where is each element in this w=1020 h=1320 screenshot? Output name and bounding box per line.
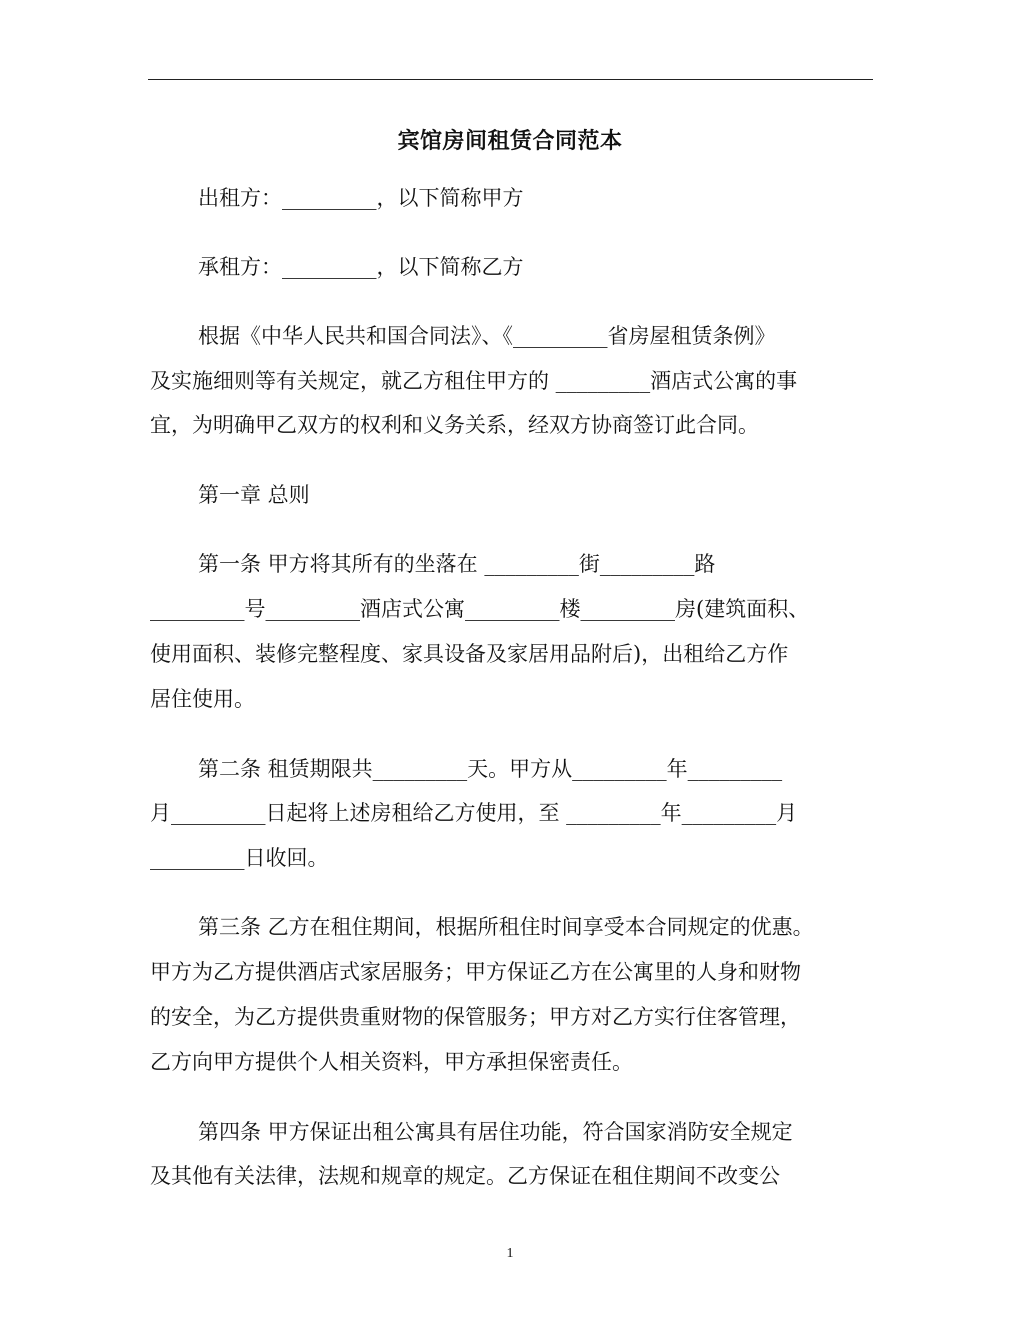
preamble-line-3: 宜，为明确甲乙双方的权利和义务关系，经双方协商签订此合同。 [150,413,759,437]
preamble-line-1: 根据《中华人民共和国合同法》、《_________省房屋租赁条例》 [198,324,776,348]
article-2-line-2: 月_________日起将上述房租给乙方使用，至 _________年_________月 [150,801,798,825]
article-3-line-1: 第三条 乙方在租住期间，根据所租住时间享受本合同规定的优惠。 [198,915,814,939]
lessee-line: 承租方：_________，以下简称乙方 [198,255,524,279]
article-3-line-2: 甲方为乙方提供酒店式家居服务；甲方保证乙方在公寓里的人身和财物 [150,960,801,984]
article-1-line-3: 使用面积、装修完整程度、家具设备及家居用品附后)，出租给乙方作 [150,642,789,666]
article-4-line-1: 第四条 甲方保证出租公寓具有居住功能，符合国家消防安全规定 [198,1120,793,1144]
header-rule [148,79,873,80]
article-3-line-4: 乙方向甲方提供个人相关资料，甲方承担保密责任。 [150,1050,633,1074]
document-title: 宾馆房间租赁合同范本 [397,128,623,154]
article-1-line-4: 居住使用。 [150,687,255,711]
article-2-line-3: _________日收回。 [150,846,329,870]
article-3-line-3: 的安全，为乙方提供贵重财物的保管服务；甲方对乙方实行住客管理， [150,1005,801,1029]
article-1-line-2: _________号_________酒店式公寓_________楼_________房(建筑面积、 [150,597,810,621]
article-2-line-1: 第二条 租赁期限共_________天。甲方从_________年_________ [198,757,783,781]
preamble-line-2: 及实施细则等有关规定，就乙方租住甲方的 _________酒店式公寓的事 [150,369,798,393]
chapter-heading: 第一章 总则 [198,483,310,507]
page-number: 1 [506,1246,514,1261]
article-4-line-2: 及其他有关法律，法规和规章的规定。乙方保证在租住期间不改变公 [150,1164,780,1188]
lessor-line: 出租方：_________，以下简称甲方 [198,186,524,210]
article-1-line-1: 第一条 甲方将其所有的坐落在 _________街_________路 [198,552,716,576]
